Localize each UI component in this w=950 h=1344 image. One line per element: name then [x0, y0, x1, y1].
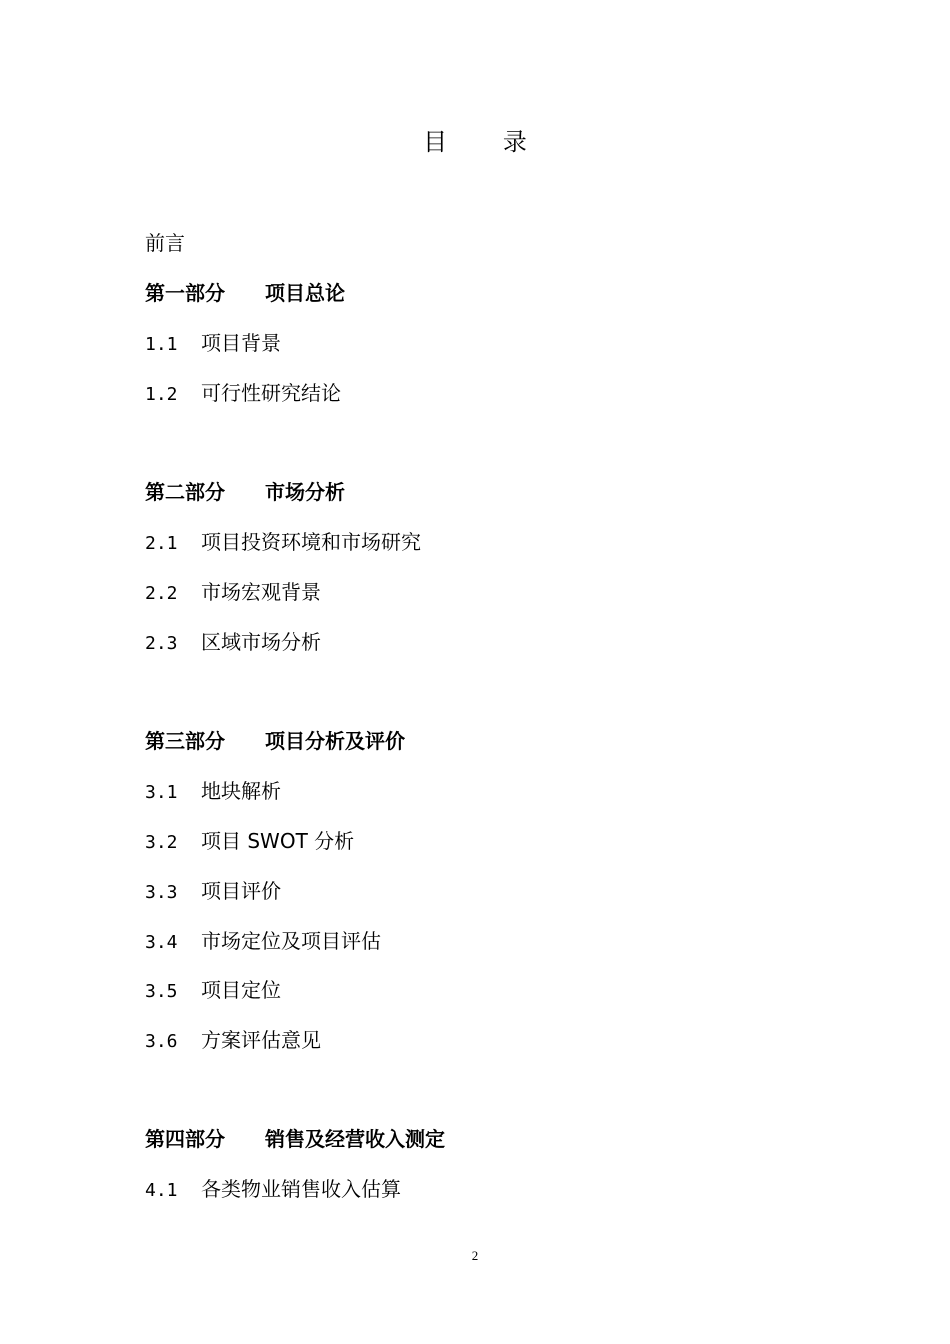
- part-name: 市场分析: [265, 480, 345, 504]
- item-text: 项目投资环境和市场研究: [201, 530, 421, 554]
- toc-item[interactable]: [145, 576, 321, 605]
- part-name: 项目分析及评价: [265, 729, 405, 753]
- part-label: 第一部分: [145, 281, 225, 305]
- item-text: 可行性研究结论: [201, 381, 341, 405]
- toc-item[interactable]: [145, 1173, 401, 1202]
- item-number: 4.1: [145, 1180, 178, 1201]
- toc-item[interactable]: [145, 925, 381, 954]
- item-text: 市场定位及项目评估: [201, 929, 381, 953]
- toc-item[interactable]: [145, 327, 281, 356]
- toc-part-2[interactable]: [145, 476, 345, 505]
- item-text: 地块解析: [201, 779, 281, 803]
- toc-item[interactable]: [145, 775, 281, 804]
- item-text: 方案评估意见: [201, 1028, 321, 1052]
- part-label: 第二部分: [145, 480, 225, 504]
- toc-item[interactable]: [145, 875, 281, 904]
- item-text: 项目背景: [201, 331, 281, 355]
- page-number: 2: [471, 1248, 479, 1263]
- toc-part-4[interactable]: [145, 1123, 445, 1152]
- part-name: 项目总论: [265, 281, 345, 305]
- part-label: 第四部分: [145, 1127, 225, 1151]
- item-number: 2.2: [145, 583, 178, 604]
- item-text: 项目评价: [201, 879, 281, 903]
- item-number: 3.4: [145, 932, 178, 953]
- item-number: 3.6: [145, 1031, 178, 1052]
- part-name: 销售及经营收入测定: [265, 1127, 445, 1151]
- item-number: 3.5: [145, 981, 178, 1002]
- toc-item[interactable]: [145, 377, 341, 406]
- item-text: 市场宏观背景: [201, 580, 321, 604]
- part-label: 第三部分: [145, 729, 225, 753]
- title-char-2: 录: [502, 128, 527, 156]
- item-number: 3.3: [145, 882, 178, 903]
- item-text: 项目定位: [201, 978, 281, 1002]
- item-text: 项目 SWOT 分析: [201, 829, 355, 853]
- toc-item[interactable]: [145, 1024, 321, 1053]
- item-number: 3.1: [145, 782, 178, 803]
- item-number: 3.2: [145, 832, 178, 853]
- toc-item[interactable]: [145, 974, 281, 1003]
- toc-item[interactable]: [145, 825, 354, 854]
- item-number: 1.2: [145, 384, 178, 405]
- toc-part-3[interactable]: [145, 725, 405, 754]
- item-text: 各类物业销售收入估算: [201, 1177, 401, 1201]
- item-text: 区域市场分析: [201, 630, 321, 654]
- toc-item[interactable]: [145, 626, 321, 655]
- title-char-1: 目: [423, 128, 448, 156]
- toc-preface[interactable]: 前言: [145, 231, 185, 255]
- page-title: [0, 122, 950, 157]
- item-number: 2.3: [145, 633, 178, 654]
- item-number: 2.1: [145, 533, 178, 554]
- toc-item[interactable]: [145, 526, 421, 555]
- item-number: 1.1: [145, 334, 178, 355]
- toc-part-1[interactable]: [145, 277, 345, 306]
